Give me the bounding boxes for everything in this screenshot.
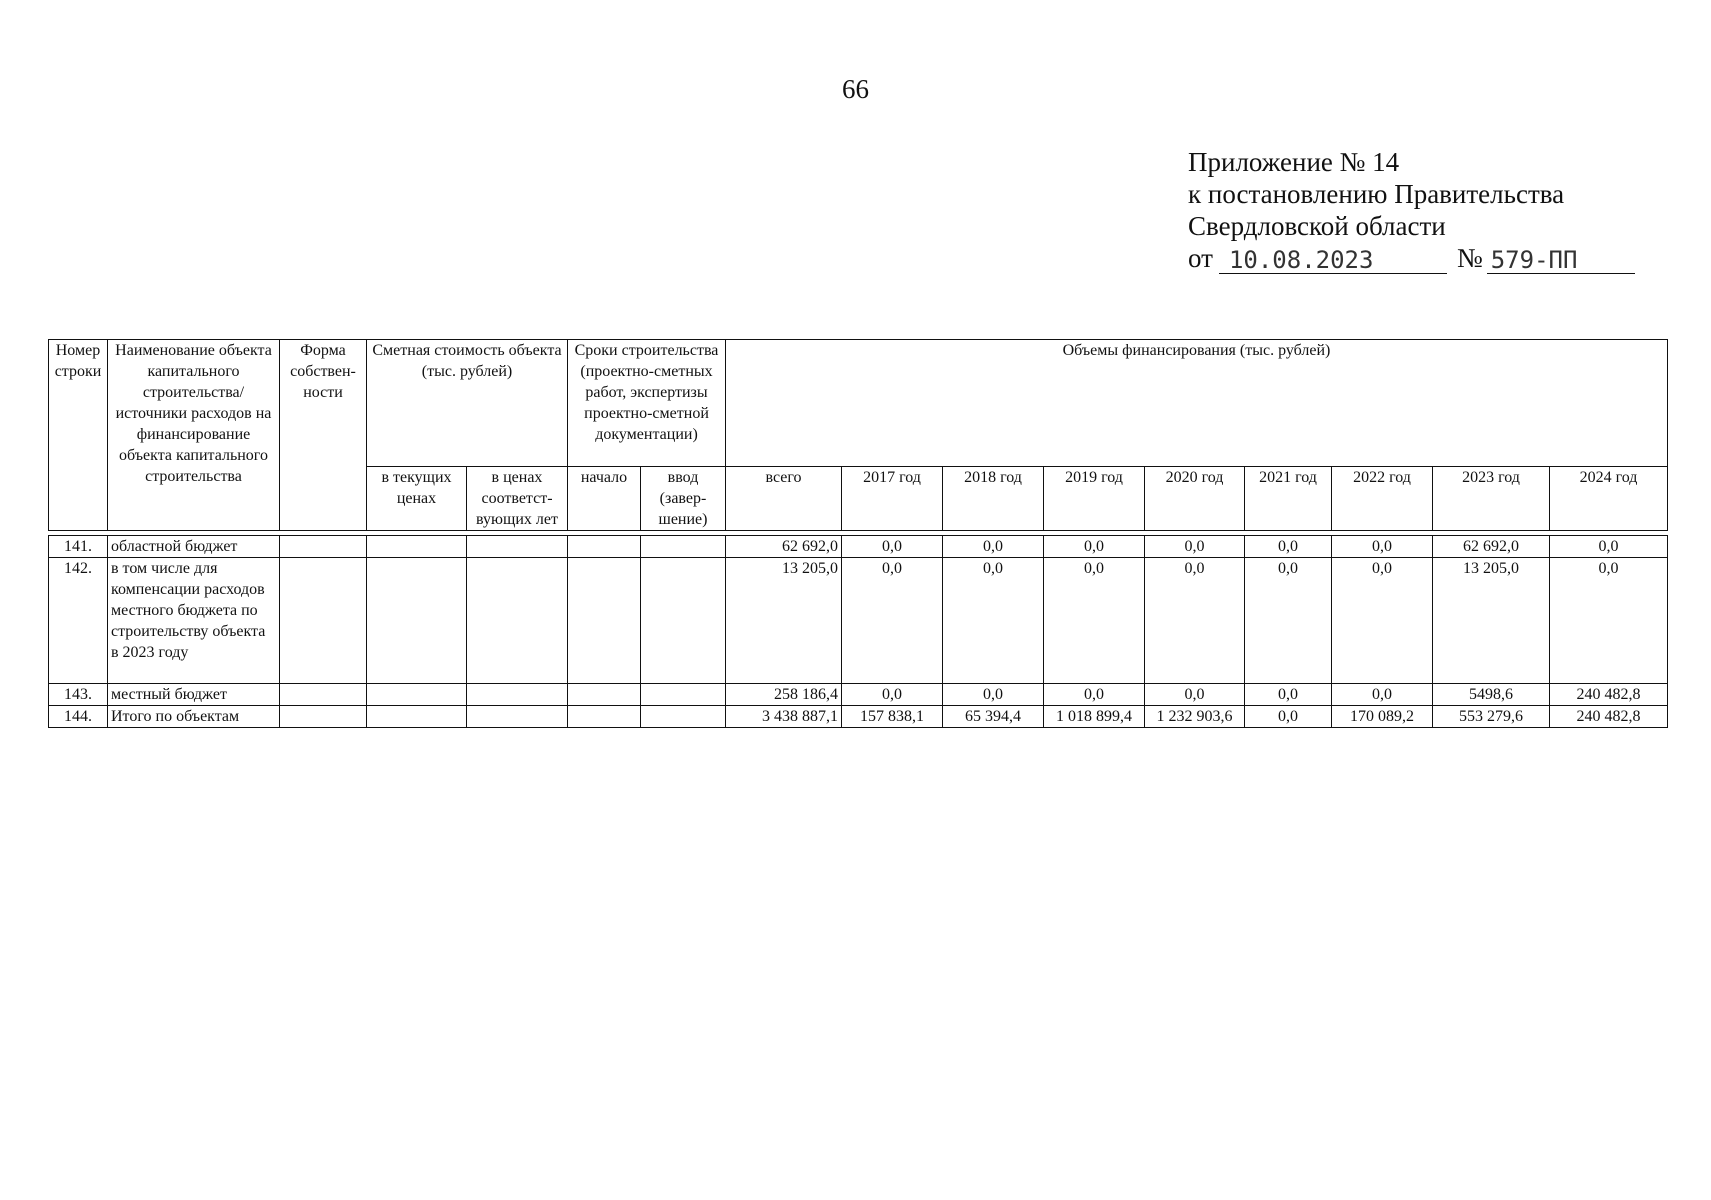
row-name: областной бюджет (108, 536, 280, 558)
page-number: 66 (842, 74, 869, 104)
row-2020: 1 232 903,6 (1145, 706, 1245, 728)
row-total: 258 186,4 (726, 684, 842, 706)
row-2021: 0,0 (1245, 558, 1332, 684)
header-year-2022: 2022 год (1332, 467, 1433, 531)
row-start (568, 536, 641, 558)
header-row-1 (49, 340, 1668, 467)
row-current-prices (367, 536, 467, 558)
table-row (49, 684, 1668, 706)
header-year-2020: 2020 год (1145, 467, 1245, 531)
row-relevant-prices (467, 684, 568, 706)
header-construction-terms: Сроки строительства (проектно-сметных работ, экспертизы проектно-сметной документации) (568, 340, 726, 467)
appendix-header (1188, 146, 1635, 274)
row-name: Итого по объектам (108, 706, 280, 728)
row-completion (641, 684, 726, 706)
header-object-name: Наименование объекта капитального строительства/ источники расходов на финансирование объекта капитального строительства (108, 340, 280, 531)
table-row (49, 536, 1668, 558)
row-2019: 0,0 (1044, 536, 1145, 558)
row-2023: 5498,6 (1433, 684, 1550, 706)
header-start: начало (568, 467, 641, 531)
row-start (568, 706, 641, 728)
header-completion: ввод (завер-шение) (641, 467, 726, 531)
header-year-2023: 2023 год (1433, 467, 1550, 531)
decree-date: 10.08.2023 (1219, 247, 1447, 274)
row-name: местный бюджет (108, 684, 280, 706)
header-year-2018: 2018 год (943, 467, 1044, 531)
row-2018: 0,0 (943, 536, 1044, 558)
row-2020: 0,0 (1145, 558, 1245, 684)
row-2023: 62 692,0 (1433, 536, 1550, 558)
table-row (49, 706, 1668, 728)
header-year-2017: 2017 год (842, 467, 943, 531)
row-ownership (280, 536, 367, 558)
row-2023: 13 205,0 (1433, 558, 1550, 684)
header-row-number: Номер строки (49, 340, 108, 531)
row-2022: 170 089,2 (1332, 706, 1433, 728)
row-ownership (280, 558, 367, 684)
row-number: 143. (49, 684, 108, 706)
row-2018: 0,0 (943, 684, 1044, 706)
row-current-prices (367, 706, 467, 728)
row-2017: 157 838,1 (842, 706, 943, 728)
row-ownership (280, 706, 367, 728)
row-2020: 0,0 (1145, 684, 1245, 706)
row-2021: 0,0 (1245, 706, 1332, 728)
row-2022: 0,0 (1332, 684, 1433, 706)
header-financing: Объемы финансирования (тыс. рублей) (726, 340, 1668, 467)
header-total: всего (726, 467, 842, 531)
row-2019: 0,0 (1044, 684, 1145, 706)
header-year-2021: 2021 год (1245, 467, 1332, 531)
row-2017: 0,0 (842, 536, 943, 558)
row-relevant-prices (467, 706, 568, 728)
row-number: 144. (49, 706, 108, 728)
row-2022: 0,0 (1332, 558, 1433, 684)
row-2020: 0,0 (1145, 536, 1245, 558)
row-start (568, 684, 641, 706)
row-completion (641, 706, 726, 728)
row-2018: 0,0 (943, 558, 1044, 684)
row-2021: 0,0 (1245, 684, 1332, 706)
row-current-prices (367, 684, 467, 706)
from-label: от (1188, 243, 1213, 273)
header-estimated-cost: Сметная стоимость объекта (тыс. рублей) (367, 340, 568, 467)
row-2024: 0,0 (1550, 536, 1668, 558)
row-2024: 240 482,8 (1550, 684, 1668, 706)
row-relevant-prices (467, 536, 568, 558)
row-2017: 0,0 (842, 684, 943, 706)
decree-number: 579-ПП (1487, 247, 1635, 274)
appendix-region: Свердловской области (1188, 211, 1446, 241)
row-2019: 1 018 899,4 (1044, 706, 1145, 728)
row-2023: 553 279,6 (1433, 706, 1550, 728)
row-2018: 65 394,4 (943, 706, 1044, 728)
header-current-prices: в текущих ценах (367, 467, 467, 531)
row-2019: 0,0 (1044, 558, 1145, 684)
row-name: в том числе для компенсации расходов местного бюджета по строительству объекта в 2023 году (108, 558, 280, 684)
row-2024: 0,0 (1550, 558, 1668, 684)
row-2024: 240 482,8 (1550, 706, 1668, 728)
header-relevant-prices: в ценах соответст-вующих лет (467, 467, 568, 531)
row-number: 142. (49, 558, 108, 684)
appendix-subtitle: к постановлению Правительства (1188, 179, 1565, 209)
row-total: 3 438 887,1 (726, 706, 842, 728)
financing-table (48, 339, 1668, 728)
appendix-title: Приложение № 14 (1188, 147, 1400, 177)
row-2022: 0,0 (1332, 536, 1433, 558)
row-completion (641, 536, 726, 558)
appendix-date-number-line (1188, 242, 1635, 274)
header-ownership: Форма собствен-ности (280, 340, 367, 531)
row-ownership (280, 684, 367, 706)
row-number: 141. (49, 536, 108, 558)
row-completion (641, 558, 726, 684)
row-relevant-prices (467, 558, 568, 684)
row-total: 62 692,0 (726, 536, 842, 558)
row-start (568, 558, 641, 684)
row-2021: 0,0 (1245, 536, 1332, 558)
header-year-2019: 2019 год (1044, 467, 1145, 531)
number-label: № (1456, 243, 1483, 273)
row-2017: 0,0 (842, 558, 943, 684)
row-total: 13 205,0 (726, 558, 842, 684)
header-year-2024: 2024 год (1550, 467, 1668, 531)
row-current-prices (367, 558, 467, 684)
table-row (49, 558, 1668, 684)
